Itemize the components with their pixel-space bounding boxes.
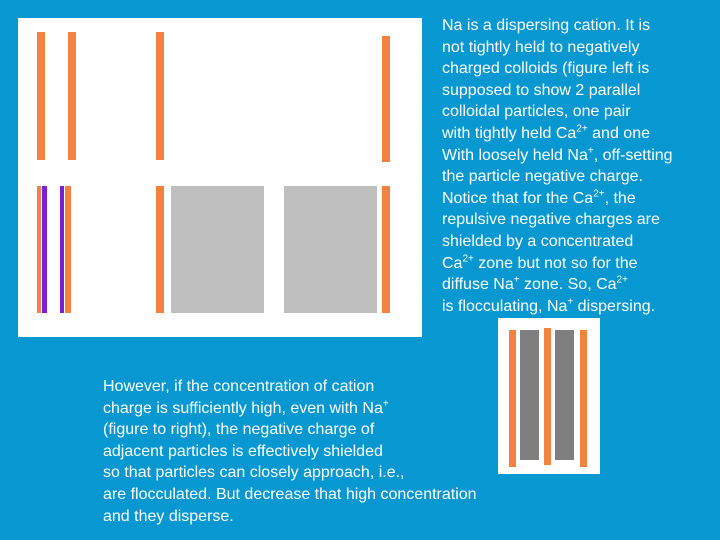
- explanation-text-bottom: [103, 376, 543, 527]
- ca-zone-left: [42, 186, 47, 313]
- text-line: adjacent particles is effectively shielded: [103, 442, 383, 460]
- text-line: charged colloids (figure left is: [442, 60, 650, 78]
- text-line: $Ca^{2+}$ zone but not so for the: [442, 253, 638, 272]
- text-line: shielded by a concentrated: [442, 232, 634, 250]
- ca-zone-right: [60, 186, 64, 313]
- na-particle-surface-right: [382, 186, 390, 313]
- text-line: with tightly held $Ca^{2+}$ and one: [442, 123, 650, 142]
- ca-particle-surface-left: [37, 186, 41, 313]
- na-zone-left: [171, 186, 264, 313]
- text-line: (figure to right), the negative charge of: [103, 421, 375, 439]
- na-particle-surface-left: [156, 186, 164, 313]
- text-line: and they disperse.: [103, 507, 234, 525]
- particle-surface-4: [382, 36, 390, 162]
- text-line: are flocculated. But decrease that high concentration: [103, 485, 477, 503]
- text-line: diffuse Na+ zone. So, $Ca^{2+}$: [442, 274, 628, 294]
- text-line: is flocculating, Na+ dispersing.: [442, 296, 656, 315]
- text-line: However, if the concentration of cation: [103, 378, 375, 395]
- text-line: Na is a dispersing cation. It is: [442, 17, 651, 34]
- text-line: colloidal particles, one pair: [442, 103, 631, 121]
- shielded-zone-2: [555, 330, 574, 460]
- text-line: Notice that for the $Ca^{2+}$, the: [442, 188, 636, 207]
- ca-particle-surface-right: [65, 186, 71, 313]
- figure-left-panel: [18, 18, 422, 337]
- text-line: supposed to show 2 parallel: [442, 81, 641, 99]
- flocculated-surface-2: [544, 328, 551, 465]
- flocculated-surface-3: [580, 330, 587, 467]
- na-zone-right: [284, 186, 377, 313]
- particle-surface-1: [37, 32, 45, 160]
- text-line: repulsive negative charges are: [442, 211, 660, 229]
- explanation-text-top: [442, 15, 718, 317]
- text-line: so that particles can closely approach, i.e.,: [103, 464, 405, 482]
- text-line: not tightly held to negatively: [442, 38, 640, 56]
- particle-surface-3: [156, 32, 164, 160]
- text-line: charge is sufficiently high, even with Na+: [103, 398, 389, 417]
- particle-surface-2: [68, 32, 76, 160]
- text-line: the particle negative charge.: [442, 168, 644, 186]
- text-line: With loosely held Na+, off-setting: [442, 145, 673, 164]
